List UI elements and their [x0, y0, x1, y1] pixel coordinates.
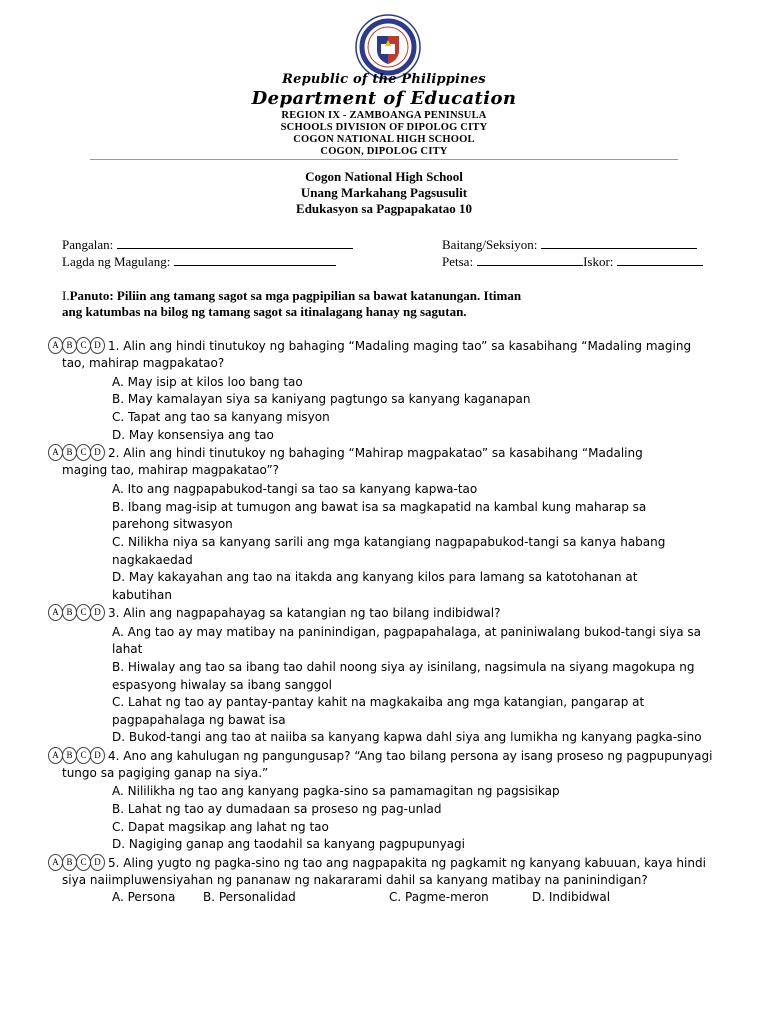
date-blank[interactable]	[477, 253, 583, 266]
bubble-b[interactable]: B	[62, 337, 77, 354]
grade-section-label: Baitang/Seksiyon:	[442, 237, 538, 252]
option: B. May kamalayan siya sa kaniyang pagtungo sa kanyang kaganapan	[112, 392, 531, 406]
option: C. Pagme-meron	[389, 890, 489, 904]
bubble-a[interactable]: A	[48, 604, 63, 621]
question-1	[52, 338, 722, 372]
grade-section-field[interactable]	[442, 236, 697, 253]
option: B. Lahat ng tao ay dumadaan sa proseso ng pag-unlad	[112, 802, 442, 816]
option: B. Personalidad	[203, 890, 296, 904]
option: C. Nilikha niya sa kanyang sarili ang mga katangiang nagpapabukod-tangi sa kanya habang	[112, 535, 666, 549]
option-cont: parehong sitwasyon	[112, 517, 233, 531]
parent-signature-blank[interactable]	[174, 253, 336, 266]
bubble-d[interactable]: D	[90, 444, 105, 461]
option: A. Ito ang nagpapabukod-tangi sa tao sa kanyang kapwa-tao	[112, 482, 478, 496]
answer-bubbles[interactable]	[48, 604, 104, 621]
question-3	[52, 605, 722, 622]
bubble-d[interactable]: D	[90, 854, 105, 871]
question-4	[52, 748, 722, 782]
option-cont: nagkakaedad	[112, 553, 193, 567]
option: D. May konsensiya ang tao	[112, 428, 274, 442]
question-stem: 3. Alin ang nagpapahayag sa katangian ng tao bilang indibidwal?	[108, 606, 501, 620]
question-stem: 2. Alin ang hindi tinutukoy ng bahaging “Mahirap magpakatao” sa kasabihang “Madaling	[108, 446, 643, 460]
deped-seal-icon	[355, 14, 421, 80]
instructions	[62, 288, 662, 320]
answer-bubbles[interactable]	[48, 747, 104, 764]
bubble-c[interactable]: C	[76, 854, 91, 871]
department-heading: Department of Education	[251, 88, 517, 109]
score-blank[interactable]	[617, 253, 703, 266]
answer-bubbles[interactable]	[48, 444, 104, 461]
bubble-b[interactable]: B	[62, 604, 77, 621]
option: D. Bukod-tangi ang tao at naiiba sa kanyang kapwa dahl siya ang lumikha ng kanyang pagka-sino	[112, 730, 702, 744]
option: A. Ang tao ay may matibay na paninindigan, pagpapahalaga, at paniniwalang bukod-tangi siya sa	[112, 625, 701, 639]
option-cont: kabutihan	[112, 588, 172, 602]
question-stem: 1. Alin ang hindi tinutukoy ng bahaging “Madaling maging tao” sa kasabihang “Madaling maging	[108, 339, 692, 353]
option: A. Nililikha ng tao ang kanyang pagka-sino sa pamamagitan ng pagsisikap	[112, 784, 560, 798]
date-score-field[interactable]	[442, 253, 703, 270]
school-line: COGON NATIONAL HIGH SCHOOL	[293, 134, 475, 145]
bubble-a[interactable]: A	[48, 854, 63, 871]
bubble-d[interactable]: D	[90, 337, 105, 354]
question-stem-cont: tao, mahirap magpakatao?	[62, 356, 225, 370]
question-stem-cont: maging tao, mahirap magpakatao”?	[62, 463, 280, 477]
option: A. May isip at kilos loo bang tao	[112, 375, 303, 389]
answer-bubbles[interactable]	[48, 854, 104, 871]
option-cont: espasyong hiwalay sa ibang sanggol	[112, 678, 332, 692]
bubble-a[interactable]: A	[48, 444, 63, 461]
bubble-c[interactable]: C	[76, 747, 91, 764]
exam-title: Unang Markahang Pagsusulit	[300, 185, 468, 200]
question-stem: 5. Aling yugto ng pagka-sino ng tao ang nagpapakita ng pagkamit ng kanyang kabuuan, kaya hindi	[108, 856, 706, 870]
question-5	[52, 855, 722, 889]
division-line: SCHOOLS DIVISION OF DIPOLOG CITY	[280, 122, 488, 133]
bubble-b[interactable]: B	[62, 854, 77, 871]
option-cont: lahat	[112, 642, 143, 656]
bubble-c[interactable]: C	[76, 604, 91, 621]
instructions-roman: I.	[62, 288, 70, 303]
address-line: COGON, DIPOLOG CITY	[320, 146, 448, 157]
question-2	[52, 445, 722, 479]
instructions-line1: Panuto: Piliin ang tamang sagot sa mga pagpipilian sa bawat katanungan. Itiman	[69, 288, 522, 303]
name-field[interactable]	[62, 236, 353, 253]
answer-bubbles[interactable]	[48, 337, 104, 354]
question-stem: 4. Ano ang kahulugan ng pangungusap? “Ang tao bilang persona ay isang proseso ng pagpupunyagi	[108, 749, 713, 763]
option: B. Ibang mag-isip at tumugon ang bawat isa sa magkapatid na kambal kung maharap sa	[112, 500, 647, 514]
bubble-d[interactable]: D	[90, 604, 105, 621]
option: A. Persona	[112, 890, 176, 904]
republic-heading: Republic of the Philippines	[282, 72, 486, 87]
header-divider	[90, 159, 678, 160]
question-stem-cont: siya naiimpluwensiyahan ng pananaw ng nakararami dahil sa kanyang matibay na paninindigan?	[62, 873, 648, 887]
score-label: Iskor:	[583, 254, 614, 269]
exam-subject: Edukasyon sa Pagpapakatao 10	[296, 201, 472, 216]
name-label: Pangalan:	[62, 237, 114, 252]
option: C. Lahat ng tao ay pantay-pantay kahit na magkakaiba ang mga katangian, pangarap at	[112, 695, 645, 709]
option: B. Hiwalay ang tao sa ibang tao dahil noong siya ay isinilang, nagsimula na siyang magokupa ng	[112, 660, 695, 674]
bubble-a[interactable]: A	[48, 747, 63, 764]
option: C. Tapat ang tao sa kanyang misyon	[112, 410, 330, 424]
instructions-line2: ang katumbas na bilog ng tamang sagot sa itinalagang hanay ng sagutan.	[62, 304, 467, 319]
bubble-c[interactable]: C	[76, 337, 91, 354]
option: C. Dapat magsikap ang lahat ng tao	[112, 820, 329, 834]
bubble-a[interactable]: A	[48, 337, 63, 354]
option: D. May kakayahan ang tao na itakda ang kanyang kilos para lamang sa katotohanan at	[112, 570, 638, 584]
option: D. Indibidwal	[532, 890, 611, 904]
parent-signature-field[interactable]	[62, 253, 336, 270]
question-stem-cont: tungo sa pagiging ganap na siya.”	[62, 766, 269, 780]
date-label: Petsa:	[442, 254, 474, 269]
option: D. Nagiging ganap ang taodahil sa kanyang pagpupunyagi	[112, 837, 466, 851]
region-line: REGION IX - ZAMBOANGA PENINSULA	[281, 110, 487, 121]
bubble-b[interactable]: B	[62, 444, 77, 461]
bubble-d[interactable]: D	[90, 747, 105, 764]
name-blank[interactable]	[117, 236, 353, 249]
parent-signature-label: Lagda ng Magulang:	[62, 254, 171, 269]
bubble-b[interactable]: B	[62, 747, 77, 764]
grade-section-blank[interactable]	[541, 236, 697, 249]
option-cont: pagpapahalaga ng bawat isa	[112, 713, 286, 727]
exam-school-title: Cogon National High School	[305, 169, 463, 184]
bubble-c[interactable]: C	[76, 444, 91, 461]
